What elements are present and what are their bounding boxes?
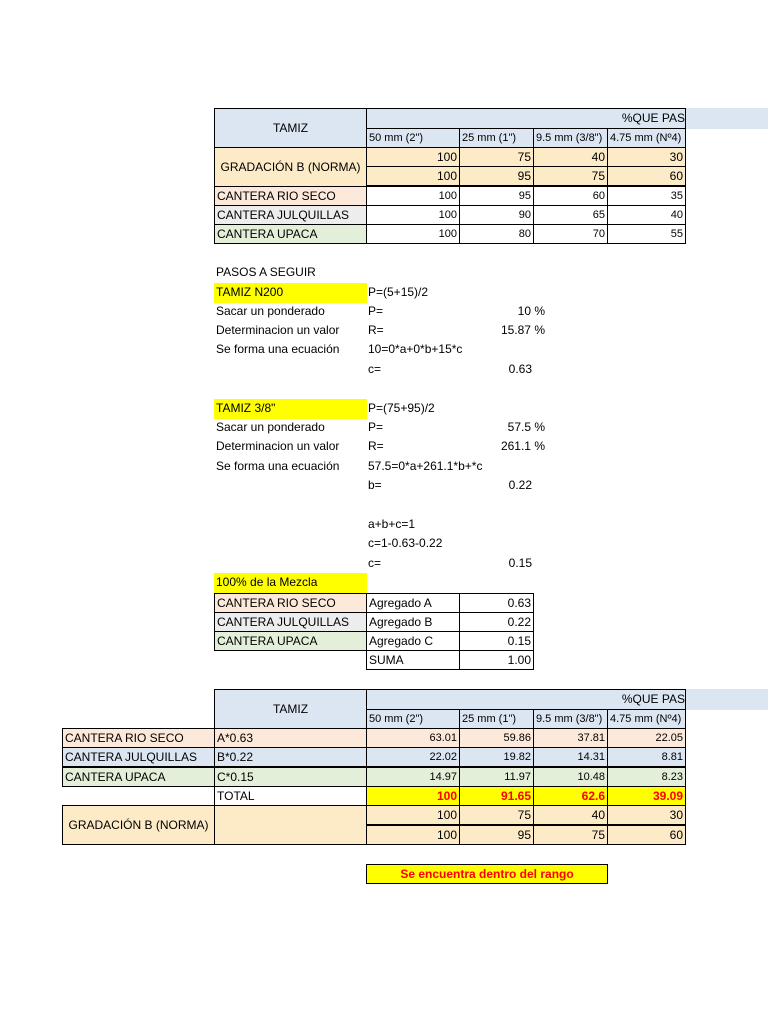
- mix-agregado: Agregado A: [366, 593, 460, 613]
- step-value: 0.63: [508, 362, 532, 376]
- total-cell: 62.6: [533, 786, 608, 806]
- step-label: Determinacion un valor: [216, 323, 340, 337]
- table-cell: 63.01: [366, 728, 460, 748]
- total-cell: 100: [366, 786, 460, 806]
- sieve-50mm: 50 mm (2"): [366, 128, 460, 148]
- gradacion-low-cell: 40: [533, 805, 608, 825]
- blend-factor: B*0.22: [214, 747, 367, 767]
- suma-value: 1.00: [459, 650, 534, 670]
- table-cell: 14.31: [533, 747, 608, 767]
- mix-cantera-julquillas: CANTERA JULQUILLAS: [214, 612, 367, 632]
- tamiz-header: TAMIZ: [214, 689, 367, 729]
- gradacion-high-cell: 95: [459, 166, 534, 186]
- table-cell: 60: [533, 186, 608, 206]
- mix-value: 0.63: [459, 593, 534, 613]
- table-cell: 10.48: [533, 767, 608, 787]
- formula-text: P=(5+15)/2: [368, 285, 429, 299]
- sieve-25mm: 25 mm (1"): [459, 709, 534, 729]
- step-label: Sacar un ponderado: [216, 420, 325, 434]
- step-variable: b=: [368, 478, 382, 492]
- table-cell: 40: [607, 205, 686, 225]
- blend-factor: C*0.15: [214, 767, 367, 787]
- mix-value: 0.22: [459, 612, 534, 632]
- pct-passing-header: %QUE PAS: [366, 108, 686, 129]
- gradacion-low-cell: 100: [366, 805, 460, 825]
- mix-cantera-rio-seco: CANTERA RIO SECO: [214, 593, 367, 613]
- sieve-9-5mm: 9.5 mm (3/8"): [533, 709, 608, 729]
- step-variable: R=: [368, 323, 384, 337]
- table-cell: 100: [366, 224, 460, 244]
- total-cell: 39.09: [607, 786, 686, 806]
- header-overflow: [686, 108, 768, 129]
- blend-cantera-julquillas: CANTERA JULQUILLAS: [62, 747, 215, 767]
- row-label-rio-seco: CANTERA RIO SECO: [214, 186, 367, 206]
- equation-text: 57.5=0*a+261.1*b+*c: [368, 459, 483, 473]
- gradacion-low-cell: 30: [607, 147, 686, 167]
- table-cell: 35: [607, 186, 686, 206]
- pct-passing-header: %QUE PAS: [366, 689, 686, 710]
- mix-cantera-upaca: CANTERA UPACA: [214, 631, 367, 651]
- table-cell: 80: [459, 224, 534, 244]
- table-cell: 8.81: [607, 747, 686, 767]
- gradacion-low-cell: 75: [459, 805, 534, 825]
- gradacion-low-cell: 75: [459, 147, 534, 167]
- blend-cantera-rio-seco: CANTERA RIO SECO: [62, 728, 215, 748]
- step-label: Determinacion un valor: [216, 439, 340, 453]
- blend-factor: A*0.63: [214, 728, 367, 748]
- table-cell: 100: [366, 186, 460, 206]
- tamiz-n200-label: TAMIZ N200: [214, 283, 367, 303]
- sum-equation: a+b+c=1: [368, 517, 416, 531]
- c-equation: c=1-0.63-0.22: [368, 536, 443, 550]
- row-label-julquillas: CANTERA JULQUILLAS: [214, 205, 367, 225]
- step-label: Se forma una ecuación: [216, 342, 340, 356]
- table-cell: 90: [459, 205, 534, 225]
- header-overflow: [686, 689, 768, 710]
- table-cell: 22.02: [366, 747, 460, 767]
- sieve-4-75mm: 4.75 mm (Nº4): [607, 709, 686, 729]
- step-variable: P=: [368, 420, 384, 434]
- equation-text: 10=0*a+0*b+15*c: [368, 342, 463, 356]
- row-label-upaca: CANTERA UPACA: [214, 224, 367, 244]
- blend-cantera-upaca: CANTERA UPACA: [62, 767, 215, 787]
- table-cell: 22.05: [607, 728, 686, 748]
- table-cell: 37.81: [533, 728, 608, 748]
- step-value: 15.87 %: [500, 323, 545, 337]
- gradacion-high-cell: 75: [533, 825, 608, 845]
- step-variable: R=: [368, 439, 384, 453]
- total-label: TOTAL: [214, 786, 367, 806]
- step-label: Se forma una ecuación: [216, 459, 340, 473]
- step-value: 10 %: [517, 304, 545, 318]
- step-variable: P=: [368, 304, 384, 318]
- sieve-25mm: 25 mm (1"): [459, 128, 534, 148]
- gradacion-high-cell: 75: [533, 166, 608, 186]
- step-variable: c=: [368, 362, 382, 376]
- sieve-4-75mm: 4.75 mm (Nº4): [607, 128, 686, 148]
- gradacion-high-cell: 60: [607, 166, 686, 186]
- table-cell: 55: [607, 224, 686, 244]
- result-message: Se encuentra dentro del rango: [366, 864, 608, 884]
- mix-title: 100% de la Mezcla: [214, 573, 367, 593]
- gradacion-low-cell: 40: [533, 147, 608, 167]
- gradacion-high-cell: 100: [366, 166, 460, 186]
- gradacion-low-cell: 30: [607, 805, 686, 825]
- step-value: 57.5 %: [507, 420, 545, 434]
- gradacion-high-cell: 95: [459, 825, 534, 845]
- step-variable: c=: [368, 556, 382, 570]
- gradacion-blank: [214, 805, 367, 845]
- table-cell: 19.82: [459, 747, 534, 767]
- gradacion-label: GRADACIÓN B (NORMA): [62, 805, 215, 845]
- sieve-9-5mm: 9.5 mm (3/8"): [533, 128, 608, 148]
- gradacion-low-cell: 100: [366, 147, 460, 167]
- gradacion-high-cell: 60: [607, 825, 686, 845]
- sieve-50mm: 50 mm (2"): [366, 709, 460, 729]
- tamiz-3-8-label: TAMIZ 3/8": [214, 399, 367, 419]
- suma-label: SUMA: [366, 650, 460, 670]
- gradacion-label: GRADACIÓN B (NORMA): [214, 147, 367, 187]
- table-cell: 59.86: [459, 728, 534, 748]
- formula-text: P=(75+95)/2: [368, 401, 435, 415]
- step-value: 0.22: [508, 478, 532, 492]
- mix-agregado: Agregado C: [366, 631, 460, 651]
- step-value: 261.1 %: [500, 439, 545, 453]
- steps-title: PASOS A SEGUIR: [216, 265, 316, 279]
- mix-agregado: Agregado B: [366, 612, 460, 632]
- table-cell: 95: [459, 186, 534, 206]
- total-cell: 91.65: [459, 786, 534, 806]
- table-cell: 65: [533, 205, 608, 225]
- step-label: Sacar un ponderado: [216, 304, 325, 318]
- tamiz-header: TAMIZ: [214, 108, 367, 148]
- mix-value: 0.15: [459, 631, 534, 651]
- table-cell: 8.23: [607, 767, 686, 787]
- table-cell: 70: [533, 224, 608, 244]
- step-value: 0.15: [508, 556, 532, 570]
- table-cell: 11.97: [459, 767, 534, 787]
- gradacion-high-cell: 100: [366, 825, 460, 845]
- table-cell: 100: [366, 205, 460, 225]
- table-cell: 14.97: [366, 767, 460, 787]
